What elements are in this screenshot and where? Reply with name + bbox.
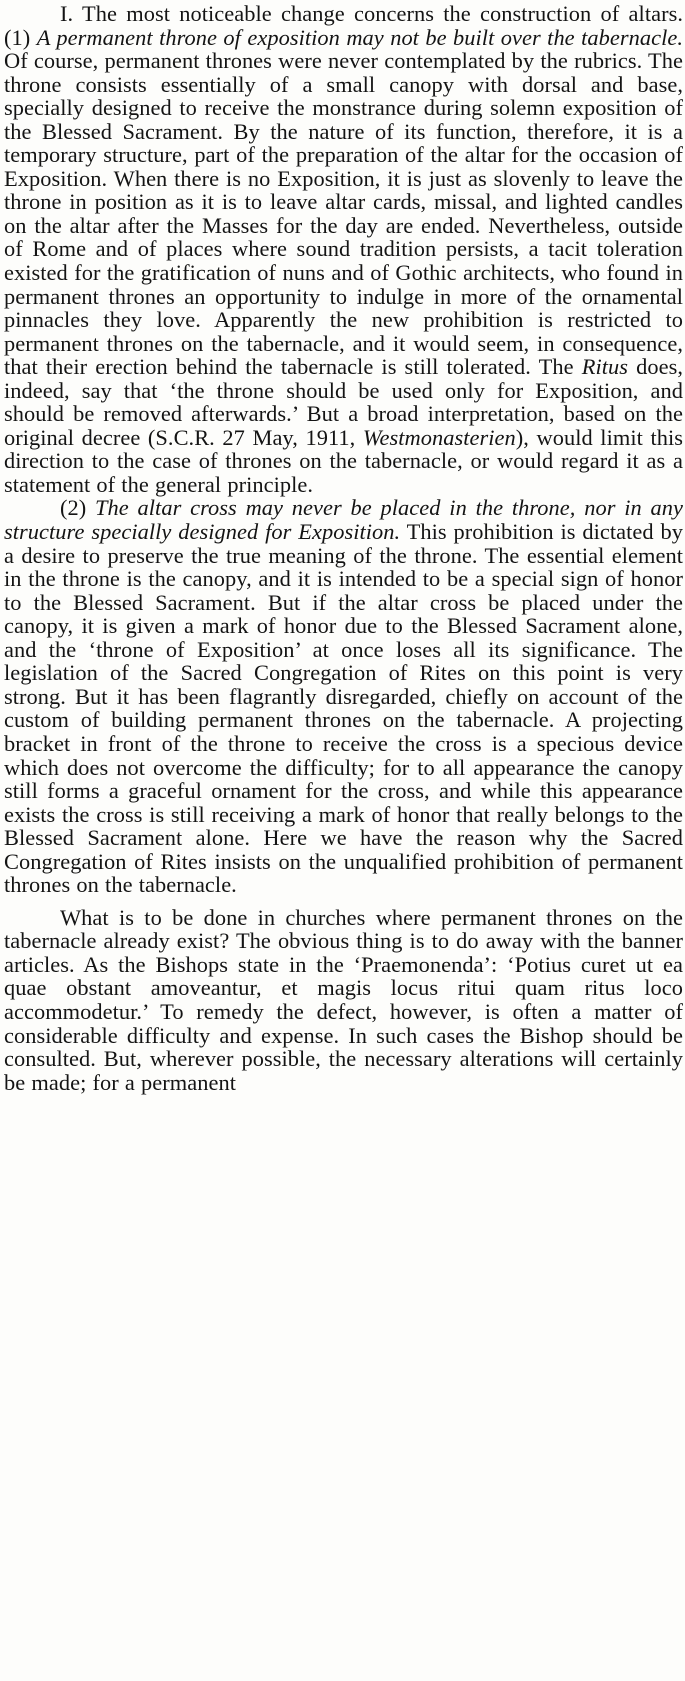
paragraph-text: I. The most noticeable change concerns the construction of altars. (1): [4, 1, 683, 50]
paragraph-text: This prohibition is dictated by a desire to preserve the true meaning of the throne. The essential element in the throne is the canopy, and it is intended to be a special sign of honor to the Blessed Sacrament. But if the altar cross be placed under the canopy, it is given a mark of honor due to the Blessed Sacrament alone, and the ‘throne of Exposition’ at once loses all its significance. The legislation of the Sacred Congregation of Rites on this point is very strong. But it has been flagrantly disregarded, chiefly on account of the custom of building permanent thrones on the tabernacle. A projecting bracket in front of the throne to receive the cross is a specious device which does not overcome the difficulty; for to all appearance the canopy still forms a graceful ornament for the cross, and while this appearance exists the cross is still receiving a mark of honor that really belongs to the Blessed Sacrament alone. Here we have the reason why the Sacred Congregation of Rites insists on the unqualified prohibition of permanent thrones on the tabernacle.: [4, 519, 684, 898]
italic-term-ritus: Ritus: [581, 354, 628, 380]
italic-heading-permanent-throne: A permanent throne of exposition may not be built over the tabernacle.: [36, 24, 683, 50]
paragraph-altar-cross: [4, 496, 683, 896]
text-column: [4, 2, 683, 1094]
italic-term-westmonasterien: Westmonasterien: [362, 424, 516, 450]
paragraph-text: Of course, permanent thrones were never contemplated by the rubrics. The throne consists essentially of a small canopy with dorsal and base, specially designed to receive the monstrance during solemn exposition of the Blessed Sacrament. By the nature of its function, therefore, it is a temporary structure, part of the preparation of the altar for the occasion of Exposition. When there is no Exposition, it is just as slovenly to leave the throne in position as it is to leave altar cards, missal, and lighted candles on the altar after the Masses for the day are ended. Nevertheless, outside of Rome and of places where sound tradition persists, a tacit toleration existed for the gratification of nuns and of Gothic architects, who found in permanent thrones an opportunity to indulge in more of the ornamental pinnacles they love. Apparently the new prohibition is restricted to permanent thrones on the tabernacle, and it would seem, in consequence, that their erection behind the tabernacle is still tolerated. The: [4, 48, 683, 380]
paragraph-altars: [4, 2, 683, 496]
italic-heading-altar-cross: The altar cross may never be placed in the throne, nor in any structure specially designed for Exposition.: [4, 495, 683, 545]
paragraph-text: does, indeed, say that ‘the throne should be used only for Exposition, and should be removed afterwards.’ But a broad interpretation, based on the original decree (S.C.R. 27 May, 1911,: [4, 354, 683, 450]
paragraph-text: What is to be done in churches where permanent thrones on the tabernacle already exist? The obvious thing is to do away with the banner articles. As the Bishops state in the ‘Praemonenda’: ‘Potius curet ut ea quae obstant amoveantur, et magis locus ritui quam ritus loco accommodetur.’ To remedy the defect, however, is often a matter of considerable difficulty and expense. In such cases the Bishop should be consulted. But, wherever possible, the necessary alterations will certainly be made; for a permanent: [4, 904, 683, 1095]
paragraph-text: (2): [60, 495, 96, 521]
paragraph-text: ), would limit this direction to the case of thrones on the tabernacle, or would regard it as a statement of the general principle.: [4, 424, 683, 497]
paragraph-existing-thrones: [4, 906, 683, 1094]
